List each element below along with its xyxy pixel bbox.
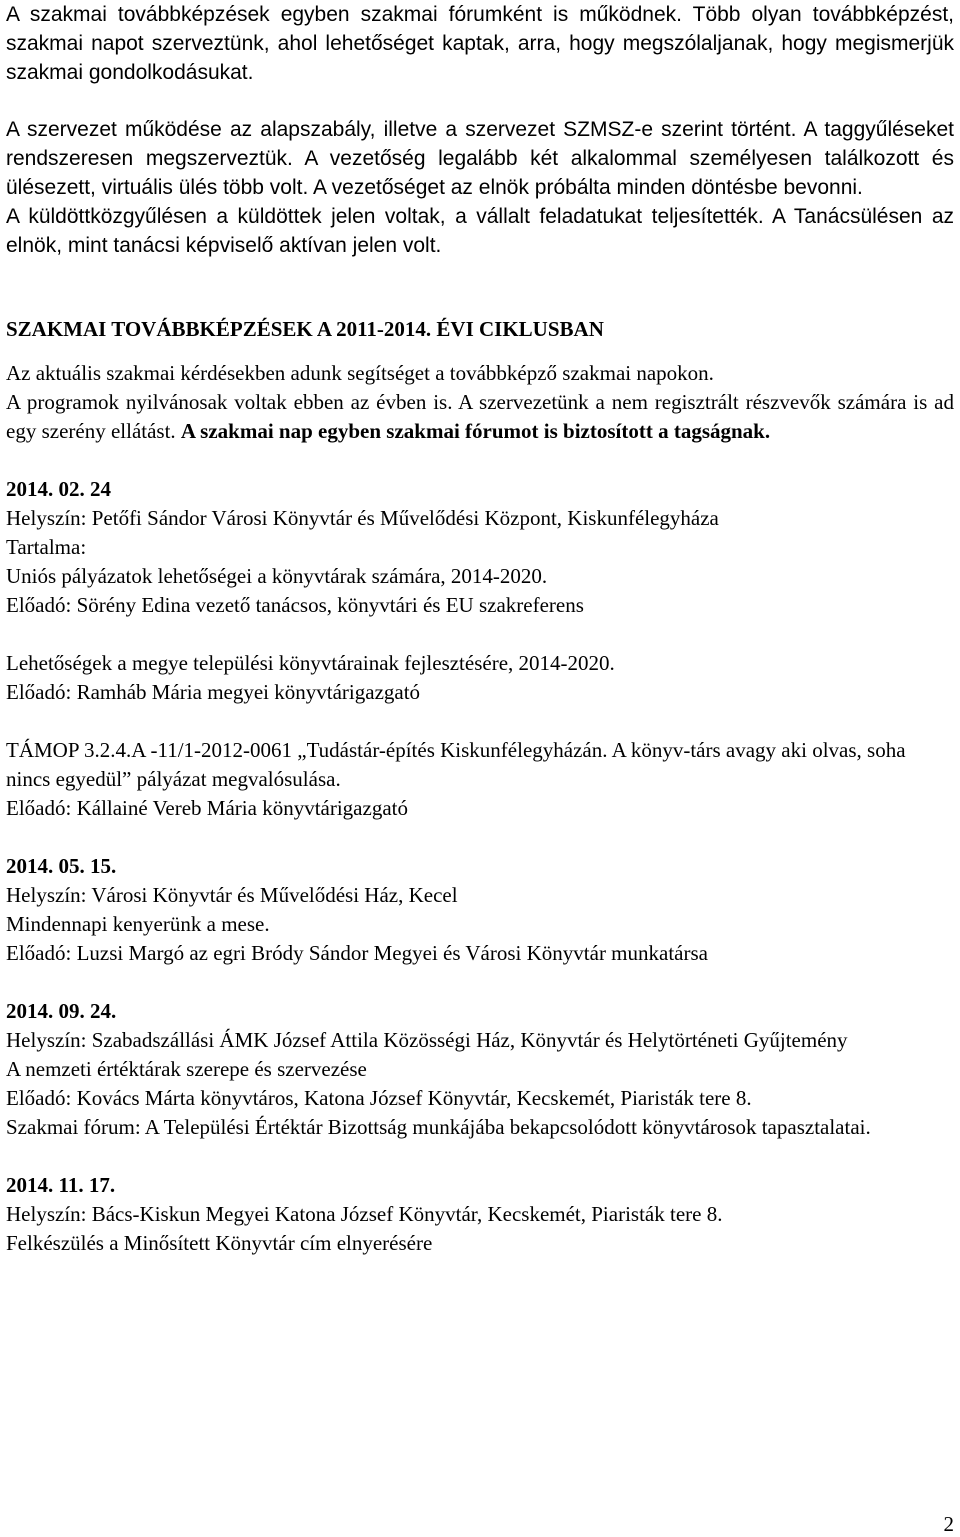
event-speaker (6, 794, 954, 823)
section-intro-line: Az aktuális szakmai kérdésekben adunk segítséget a továbbképző szakmai napokon. (6, 361, 714, 385)
event-topic: A nemzeti értéktárak szerepe és szervezése (6, 1057, 367, 1081)
event-speaker (6, 591, 954, 620)
event-topic: TÁMOP 3.2.4.A -11/1-2012-0061 „Tudástár-építés Kiskunfélegyházán. A könyv-társ avagy aki olvas, soha nincs egyedül” pályázat megvalósulása. (6, 738, 906, 791)
event-content-label: Tartalma: (6, 535, 87, 559)
event-date: 2014. 05. 15. (6, 854, 117, 878)
speaker-label: Előadó: (6, 1086, 72, 1110)
event-topic: Lehetőségek a megye települési könyvtárainak fejlesztésére, 2014-2020. (6, 651, 615, 675)
event-place: Helyszín: Szabadszállási ÁMK József Attila Közösségi Ház, Könyvtár és Helytörténeti Gyűjtemény (6, 1028, 848, 1052)
event-speaker (6, 678, 954, 707)
event-topic: Felkészülés a Minősített Könyvtár cím elnyerésére (6, 1231, 433, 1255)
intro-paragraph-3: A küldöttközgyűlésen a küldöttek jelen voltak, a vállalt feladatukat teljesítették. A Tanácsülésen az elnök, mint tanácsi képviselő aktívan jelen volt. (6, 205, 954, 257)
document-page (6, 0, 954, 1258)
section-intro-paragraph (6, 388, 954, 446)
page-number: 2 (943, 1512, 954, 1536)
event-topic: Uniós pályázatok lehetőségei a könyvtárak számára, 2014-2020. (6, 564, 548, 588)
event-place: Helyszín: Bács-Kiskun Megyei Katona József Könyvtár, Kecskemét, Piaristák tere 8. (6, 1202, 723, 1226)
section-intro-bold: A szakmai nap egyben szakmai fórumot is biztosított a tagságnak. (180, 419, 771, 443)
event-forum: Szakmai fórum: A Települési Értéktár Bizottság munkájába bekapcsolódott könyvtárosok tapasztalatai. (6, 1115, 871, 1139)
event-place: Helyszín: Petőfi Sándor Városi Könyvtár és Művelődési Központ, Kiskunfélegyháza (6, 506, 719, 530)
event-topic: Mindennapi kenyerünk a mese. (6, 912, 270, 936)
speaker-label: Előadó: (6, 593, 72, 617)
event-date: 2014. 11. 17. (6, 1173, 116, 1197)
event-date: 2014. 09. 24. (6, 999, 117, 1023)
event-speaker (6, 939, 954, 968)
section-intro-text: A programok nyilvánosak voltak ebben az évben is. A szervezetünk a nem regisztrált részvevők számára is ad egy szerény ellátást. (6, 390, 954, 443)
speaker-name: Luzsi Margó az egri Bródy Sándor Megyei és Városi Könyvtár munkatársa (76, 941, 708, 965)
speaker-label: Előadó: (6, 941, 72, 965)
speaker-name: Kovács Márta könyvtáros, Katona József Könyvtár, Kecskemét, Piaristák tere 8. (76, 1086, 752, 1110)
section-title: SZAKMAI TOVÁBBKÉPZÉSEK A 2011-2014. ÉVI CIKLUSBAN (6, 317, 604, 341)
event-date: 2014. 02. 24 (6, 477, 111, 501)
speaker-name: Sörény Edina vezető tanácsos, könyvtári és EU szakreferens (76, 593, 584, 617)
speaker-label: Előadó: (6, 680, 72, 704)
speaker-label: Előadó: (6, 796, 72, 820)
intro-paragraph-1: A szakmai továbbképzések egyben szakmai fórumként is működnek. Több olyan továbbképzést, szakmai napot szerveztünk, ahol lehetőséget kaptak, arra, hogy megszólaljanak, hogy megismerjük szakmai gondolkodásukat. (6, 3, 954, 84)
event-speaker (6, 1084, 954, 1113)
event-place: Helyszín: Városi Könyvtár és Művelődési Ház, Kecel (6, 883, 458, 907)
speaker-name: Ramháb Mária megyei könyvtárigazgató (76, 680, 421, 704)
intro-paragraph-2: A szervezet működése az alapszabály, illetve a szervezet SZMSZ-e szerint történt. A taggyűléseket rendszeresen megszerveztük. A vezetőség legalább két alkalommal személyesen találkozott és ülésezett, virtuális ülés több volt. A vezetőséget az elnök próbálta minden döntésbe bevonni. (6, 118, 954, 199)
speaker-name: Kállainé Vereb Mária könyvtárigazgató (76, 796, 408, 820)
